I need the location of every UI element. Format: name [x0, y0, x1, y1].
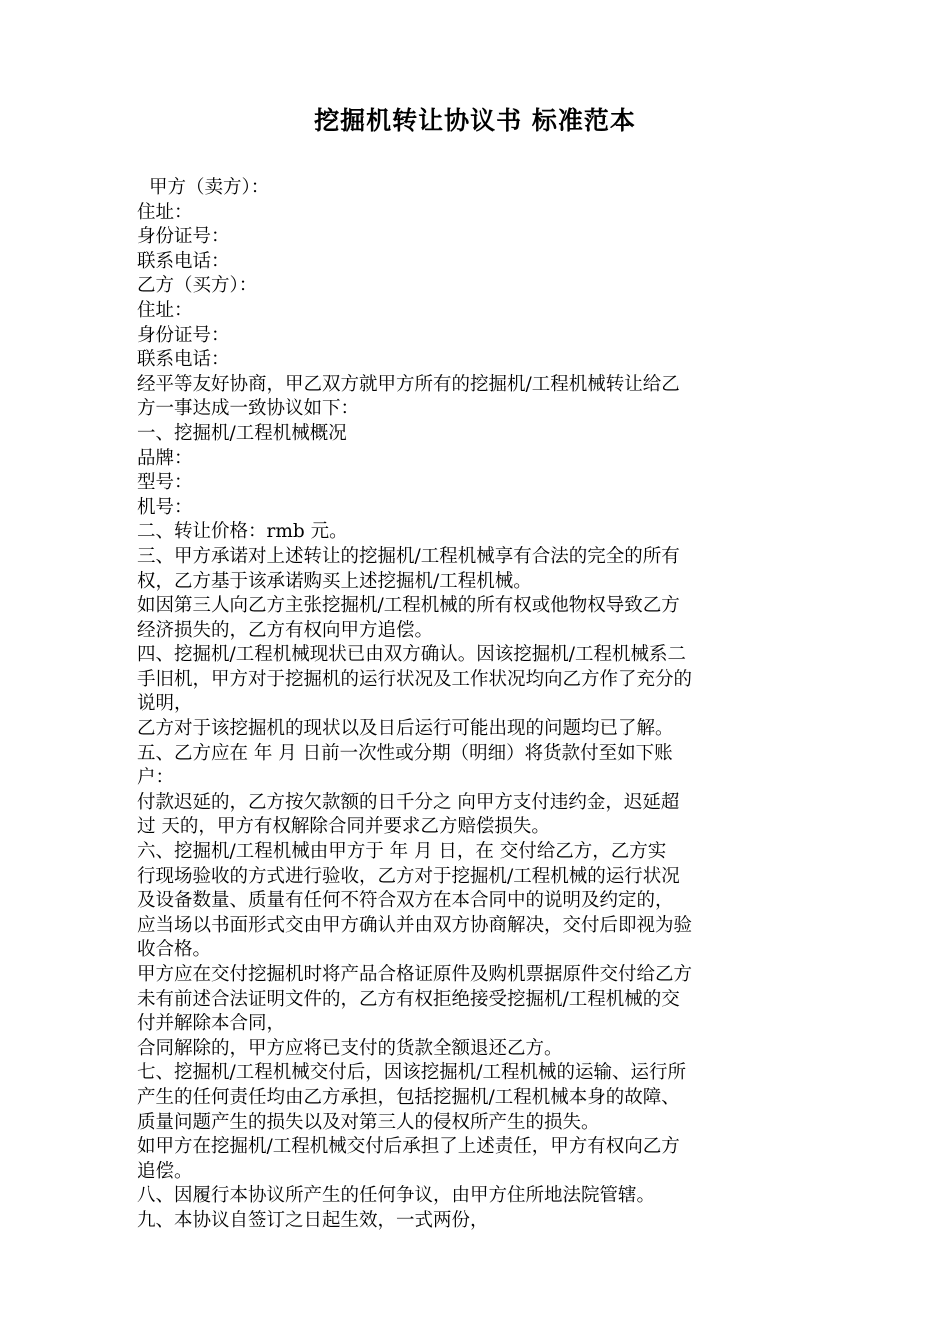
text-line: 行现场验收的方式进行验收，乙方对于挖掘机/工程机械的运行状况	[137, 865, 680, 887]
text-line: 四、挖掘机/工程机械现状已由双方确认。因该挖掘机/工程机械系二	[137, 644, 686, 666]
text-line: 九、本协议自签订之日起生效，一式两份，	[137, 1209, 489, 1231]
text-line: 八、因履行本协议所产生的任何争议，由甲方住所地法院管辖。	[137, 1185, 656, 1207]
document-title: 挖掘机转让协议书 标准范本	[314, 106, 636, 135]
text-line: 追偿。	[137, 1160, 193, 1182]
text-line: 三、甲方承诺对上述转让的挖掘机/工程机械享有合法的完全的所有	[137, 545, 680, 567]
text-line: 产生的任何责任均由乙方承担，包括挖掘机/工程机械本身的故障、	[137, 1086, 680, 1108]
text-line: 经平等友好协商，甲乙双方就甲方所有的挖掘机/工程机械转让给乙	[137, 373, 680, 395]
text-line: 五、乙方应在 年 月 日前一次性或分期（明细）将货款付至如下账	[137, 742, 673, 764]
text-line: 六、挖掘机/工程机械由甲方于 年 月 日，在 交付给乙方，乙方实	[137, 841, 667, 863]
text-line: 联系电话：	[137, 250, 230, 272]
text-line: 甲方应在交付挖掘机时将产品合格证原件及购机票据原件交付给乙方	[137, 964, 693, 985]
text-line: 合同解除的，甲方应将已支付的货款全额退还乙方。	[137, 1037, 563, 1059]
text-line: 乙方（买方）：	[137, 275, 258, 297]
text-line: 说明，	[137, 693, 193, 715]
text-line: 二、转让价格：rmb 元。	[137, 521, 348, 543]
text-line: 过 天的，甲方有权解除合同并要求乙方赔偿损失。	[137, 816, 550, 838]
text-line: 一、挖掘机/工程机械概况	[137, 422, 347, 444]
text-line: 型号：	[137, 472, 193, 494]
text-line: 甲方（卖方）：	[149, 177, 270, 198]
document-body	[137, 176, 813, 1234]
text-line: 身份证号：	[137, 226, 230, 248]
text-line: 住址：	[137, 201, 193, 223]
text-line: 应当场以书面形式交由甲方确认并由双方协商解决，交付后即视为验	[137, 914, 693, 936]
text-line: 收合格。	[137, 939, 212, 961]
text-line: 付并解除本合同，	[137, 1013, 286, 1035]
text-line: 权，乙方基于该承诺购买上述挖掘机/工程机械。	[137, 570, 532, 592]
text-line: 如甲方在挖掘机/工程机械交付后承担了上述责任，甲方有权向乙方	[137, 1136, 680, 1158]
text-line: 手旧机，甲方对于挖掘机的运行状况及工作状况均向乙方作了充分的	[137, 668, 693, 690]
text-line: 乙方对于该挖掘机的现状以及日后运行可能出现的问题均已了解。	[137, 718, 674, 740]
text-line: 如因第三人向乙方主张挖掘机/工程机械的所有权或他物权导致乙方	[137, 595, 680, 617]
text-line: 方一事达成一致协议如下：	[137, 398, 360, 420]
text-line: 身份证号：	[137, 324, 230, 346]
text-line: 质量问题产生的损失以及对第三人的侵权所产生的损失。	[137, 1111, 600, 1133]
text-line: 机号：	[137, 496, 193, 518]
text-line: 户：	[137, 767, 175, 789]
text-line: 经济损失的，乙方有权向甲方追偿。	[137, 619, 434, 641]
text-line: 付款迟延的，乙方按欠款额的日千分之 向甲方支付违约金，迟延超	[137, 791, 680, 813]
text-line: 七、挖掘机/工程机械交付后，因该挖掘机/工程机械的运输、运行所	[137, 1062, 686, 1084]
text-line: 联系电话：	[137, 349, 230, 371]
text-line: 住址：	[137, 299, 193, 321]
text-line: 及设备数量、质量有任何不符合双方在本合同中的说明及约定的，	[137, 890, 674, 912]
text-line: 品牌：	[137, 447, 193, 469]
text-line: 未有前述合法证明文件的，乙方有权拒绝接受挖掘机/工程机械的交	[137, 988, 680, 1010]
